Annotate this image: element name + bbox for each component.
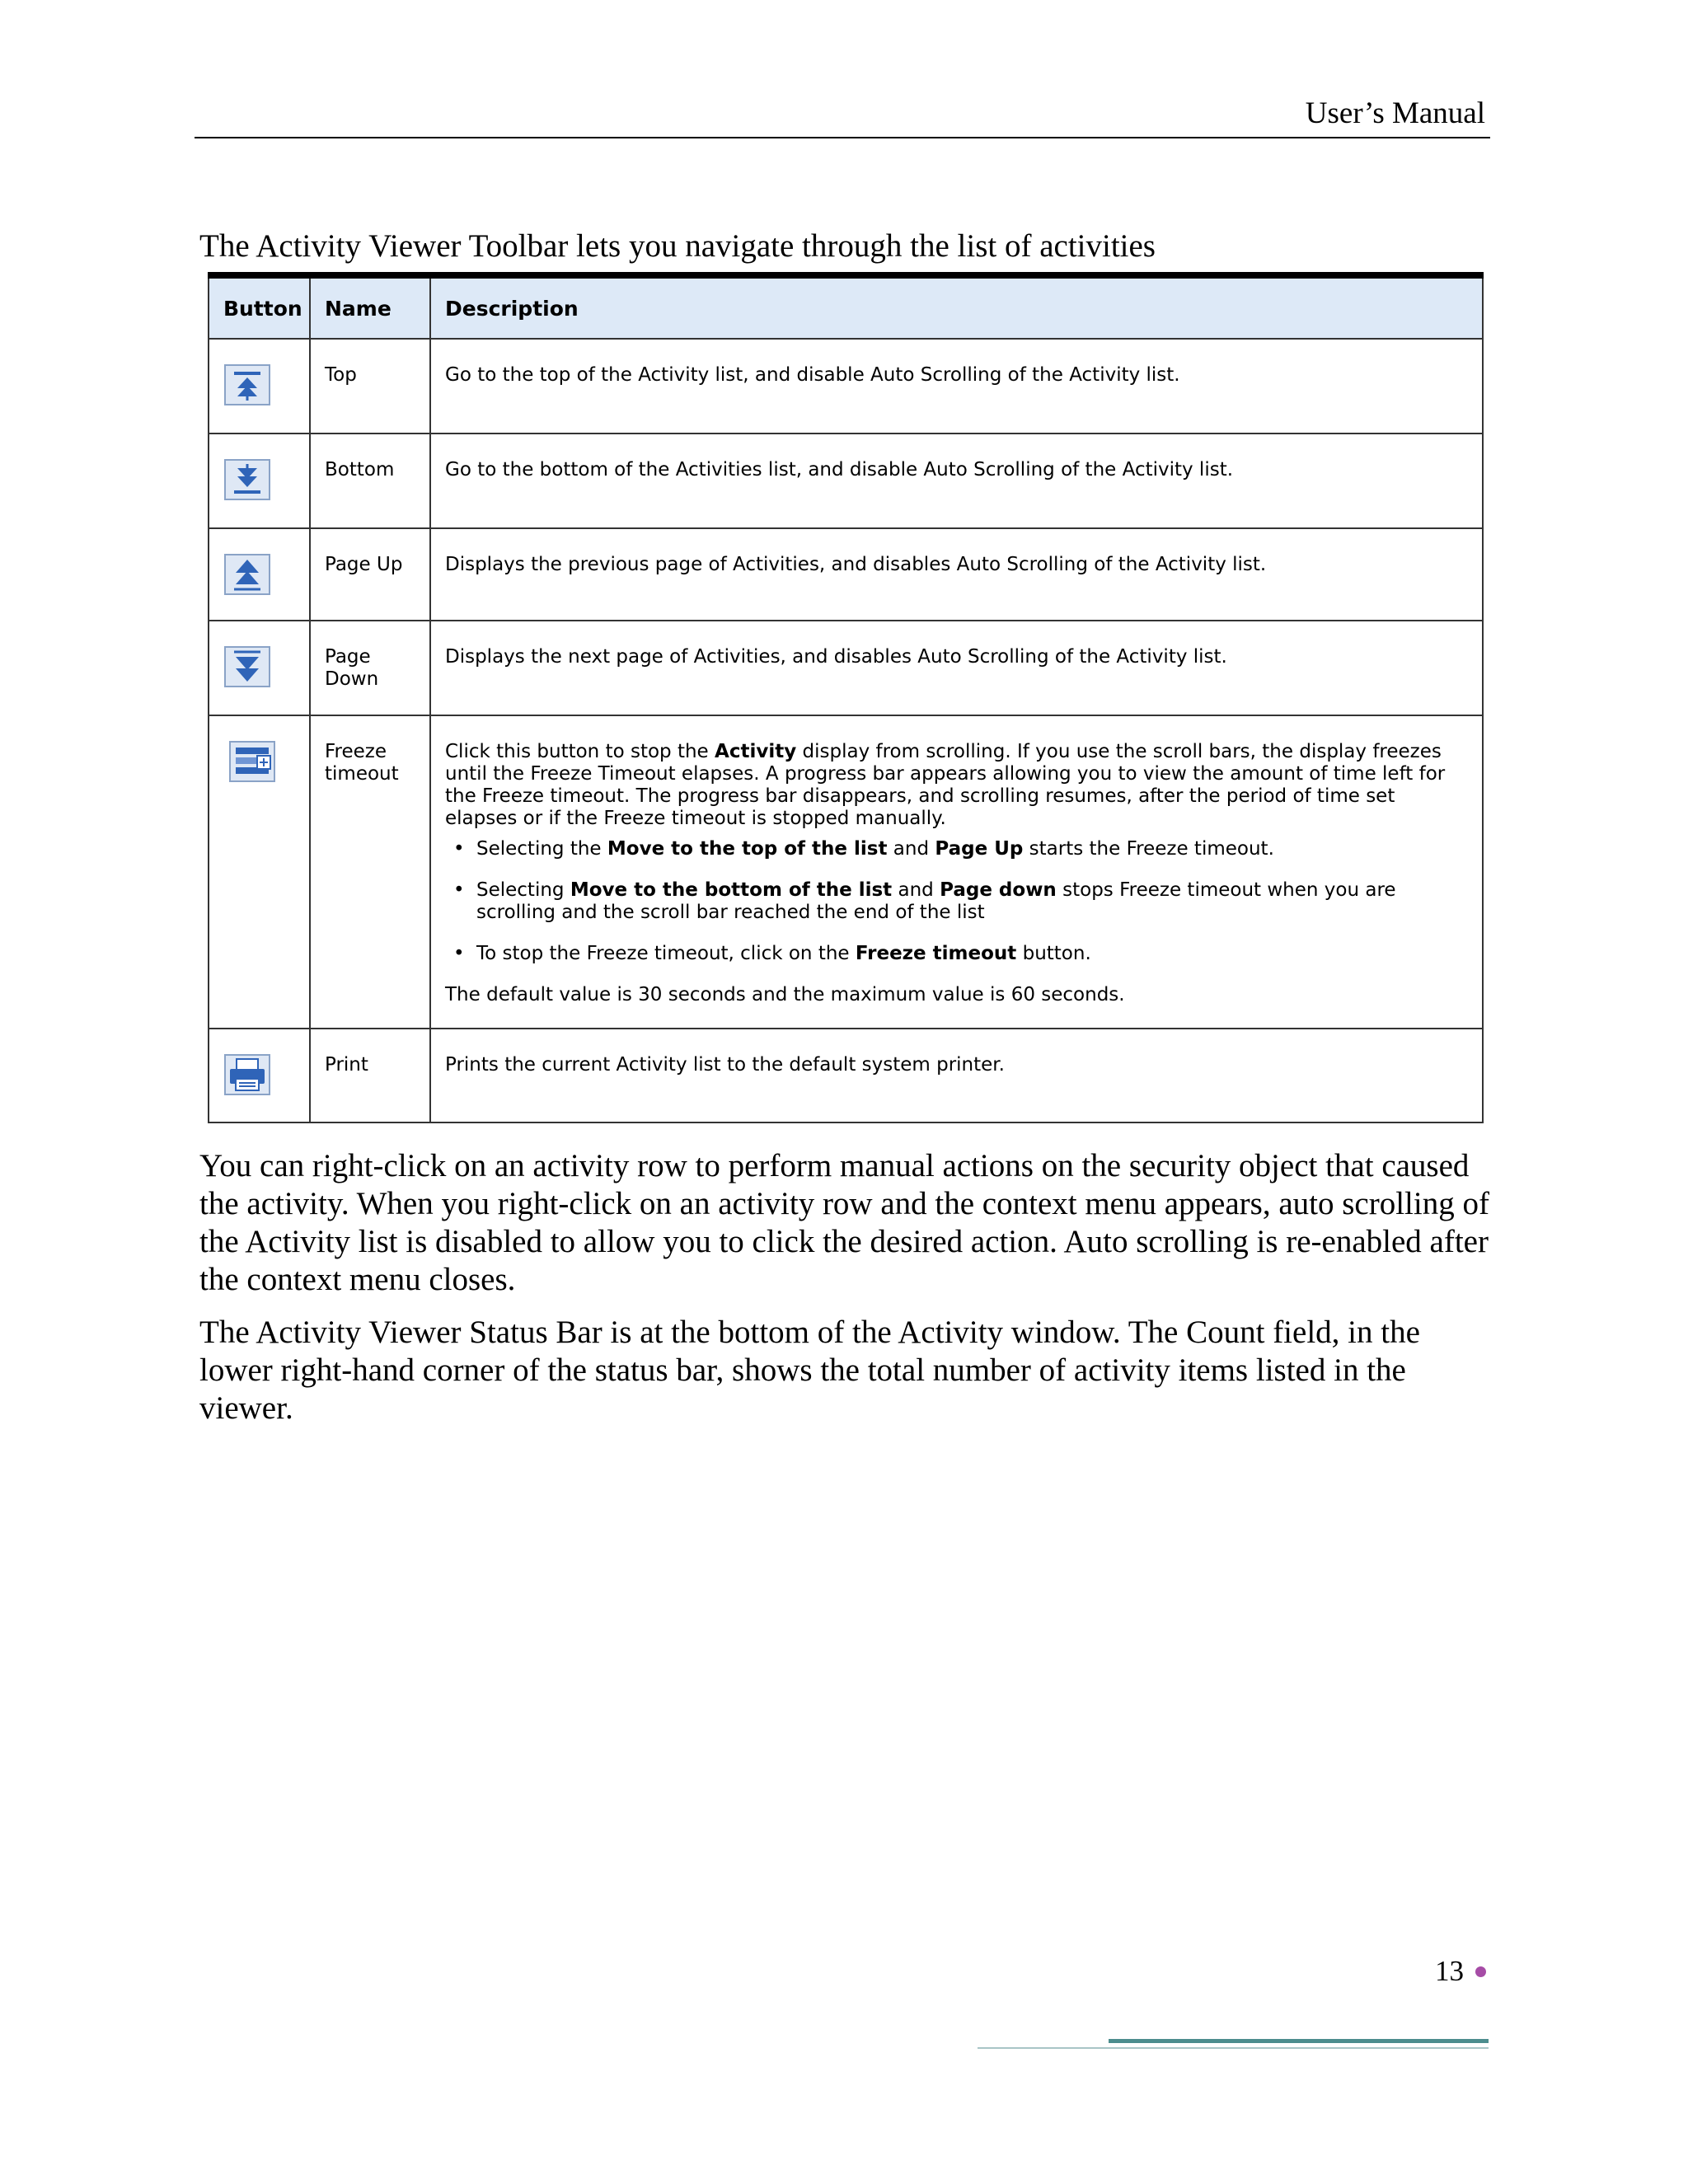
table-row [209, 434, 1483, 528]
freeze-description [445, 741, 1470, 830]
move-to-bottom-icon [224, 459, 270, 500]
name-cell: Print [310, 1029, 430, 1122]
bold-run: Move to the top of the list [607, 838, 888, 860]
button-cell [209, 339, 310, 434]
bullet-dot-icon [1475, 1966, 1486, 1977]
page-up-icon [224, 554, 270, 595]
description-cell: Prints the current Activity list to the default system printer. [430, 1029, 1483, 1122]
text-run: display from scrolling. If you use the scroll bars, the display freezes until the Freeze Timeout elapses. A progress bar appears allowing you to view the amount of time left for the Freeze timeout. The progress bar disappears, and scrolling resumes, after the period of time set elapses or if the Freeze timeout is stopped manually. [445, 741, 1446, 829]
freeze-bullet-list [445, 838, 1470, 965]
name-line: Page [325, 646, 371, 668]
bold-run: Activity [715, 741, 797, 762]
list-item [476, 838, 1470, 860]
button-cell [209, 434, 310, 528]
description-cell: Go to the top of the Activity list, and disable Auto Scrolling of the Activity list. [430, 339, 1483, 434]
name-cell: Bottom [310, 434, 430, 528]
button-cell [209, 621, 310, 715]
table-row [209, 715, 1483, 1029]
description-cell [430, 715, 1483, 1029]
freeze-timeout-icon [229, 741, 275, 782]
name-line: timeout [325, 763, 399, 785]
header-title: User’s Manual [1305, 96, 1485, 130]
context-menu-paragraph: You can right-click on an activity row to perform manual actions on the security object that caused the activity. When you right-click on an activity row and the context menu appears, auto scrolling of the Activity list is disabled to allow you to click the desired action. Auto scrolling is re-enabled after the context menu closes. [199, 1148, 1489, 1297]
table-row [209, 1029, 1483, 1122]
name-cell [310, 715, 430, 1029]
header-button: Button [209, 275, 310, 339]
name-line: Freeze [325, 741, 387, 762]
button-cell [209, 1029, 310, 1122]
footer-accent-bar [1109, 2039, 1489, 2043]
name-cell [310, 621, 430, 715]
text-run: and [892, 879, 940, 901]
header-name: Name [310, 275, 430, 339]
intro-text: The Activity Viewer Toolbar lets you navigate through the list of activities [199, 228, 1156, 264]
freeze-default-note: The default value is 30 seconds and the maximum value is 60 seconds. [445, 984, 1125, 1005]
table-row [209, 339, 1483, 434]
table-header-row [209, 275, 1483, 339]
table-row [209, 621, 1483, 715]
list-item [476, 879, 1470, 924]
header-description: Description [430, 275, 1483, 339]
text-run: To stop the Freeze timeout, click on the [476, 943, 856, 964]
description-cell: Displays the previous page of Activities, and disables Auto Scrolling of the Activity list. [430, 528, 1483, 621]
bold-run: Move to the bottom of the list [570, 879, 893, 901]
page-number: 13 [1435, 1955, 1464, 1987]
text-run: starts the Freeze timeout. [1023, 838, 1274, 860]
description-cell: Displays the next page of Activities, and disables Auto Scrolling of the Activity list. [430, 621, 1483, 715]
text-run: Selecting the [476, 838, 607, 860]
button-cell [209, 715, 310, 1029]
page-header [195, 92, 1490, 138]
text-run: button. [1016, 943, 1091, 964]
status-bar-paragraph: The Activity Viewer Status Bar is at the bottom of the Activity window. The Count field, in the lower right-hand corner of the status bar, shows the total number of activity items listed in the viewer. [199, 1315, 1420, 1426]
table-row [209, 528, 1483, 621]
text-run: Click this button to stop the [445, 741, 715, 762]
text-run: and [887, 838, 935, 860]
list-item [476, 943, 1470, 965]
button-cell [209, 528, 310, 621]
description-cell: Go to the bottom of the Activities list, and disable Auto Scrolling of the Activity list. [430, 434, 1483, 528]
move-to-top-icon [224, 364, 270, 405]
toolbar-buttons-table [208, 272, 1484, 1123]
name-cell: Page Up [310, 528, 430, 621]
printer-icon [224, 1054, 270, 1095]
text-run: Selecting [476, 879, 570, 901]
bold-run: Freeze timeout [855, 943, 1017, 964]
bold-run: Page Up [935, 838, 1024, 860]
footer-divider [978, 2047, 1489, 2049]
text-run: stops Freeze timeout when you are scrolling and the scroll bar reached the end of the list [476, 879, 1396, 923]
name-line: Down [325, 668, 379, 690]
bold-run: Page down [940, 879, 1057, 901]
name-cell: Top [310, 339, 430, 434]
page-down-icon [224, 646, 270, 687]
